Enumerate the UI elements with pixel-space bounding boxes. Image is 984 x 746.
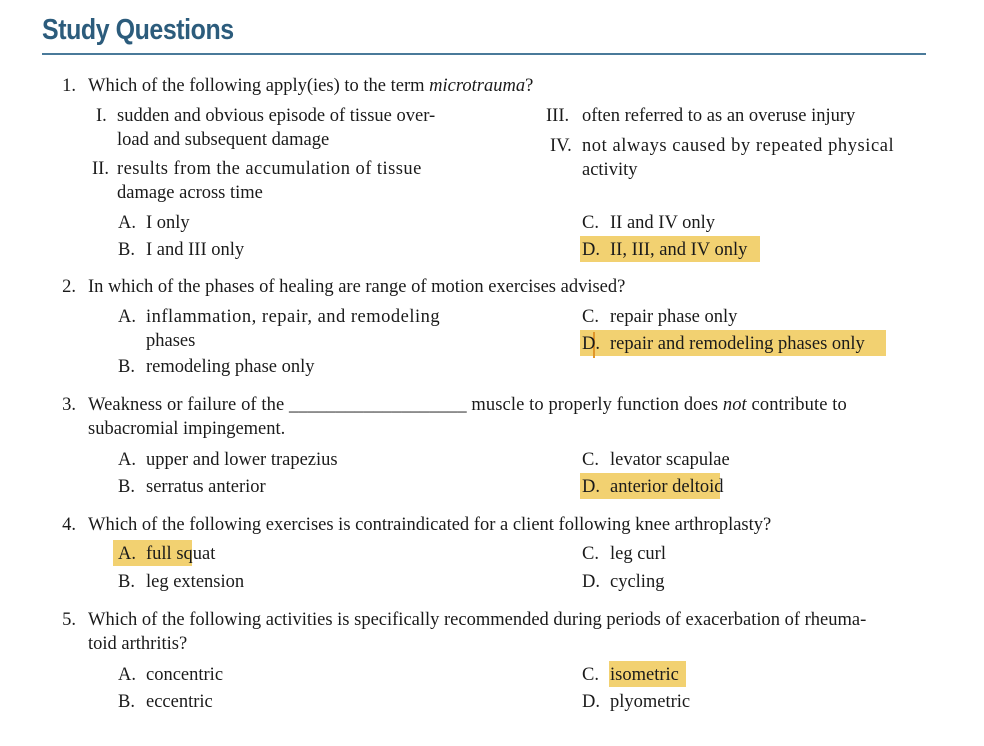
option-text: remodeling phase only — [146, 357, 315, 377]
option-text: levator scapulae — [610, 450, 730, 470]
option-text: repair and remodeling phases only — [610, 334, 865, 354]
option-letter: C. — [582, 307, 599, 327]
option-letter: C. — [582, 450, 599, 470]
item-numeral: IV. — [550, 136, 572, 156]
option-letter: C. — [582, 544, 599, 564]
question-number: 1. — [62, 76, 76, 96]
option-text: isometric — [610, 665, 679, 685]
question-number: 3. — [62, 395, 76, 415]
item-numeral: III. — [546, 106, 570, 126]
option-letter: D. — [582, 334, 600, 354]
question-stem: Weakness or failure of the ___________________ muscle to properly function does not contribute to — [88, 395, 847, 415]
option-text: concentric — [146, 665, 224, 685]
option-letter: D. — [582, 692, 600, 712]
item-numeral: II. — [92, 159, 109, 179]
option-letter: A. — [118, 213, 136, 233]
option-letter: D. — [582, 240, 600, 260]
option-text: upper and lower trapezius — [146, 450, 338, 470]
option-letter: A. — [118, 665, 136, 685]
option-text: serratus anterior — [146, 477, 266, 497]
option-text: II and IV only — [610, 213, 715, 233]
option-text: full squat — [146, 544, 216, 564]
option-letter: C. — [582, 213, 599, 233]
question-stem: Which of the following apply(ies) to the term microtrauma? — [88, 76, 534, 96]
question-stem: In which of the phases of healing are range of motion exercises advised? — [88, 277, 626, 297]
option-letter: A. — [118, 307, 136, 327]
item-text: load and subsequent damage — [117, 130, 330, 150]
item-numeral: I. — [96, 106, 107, 126]
option-letter: B. — [118, 477, 135, 497]
option-text: anterior deltoid — [610, 477, 724, 497]
option-text: I and III only — [146, 240, 245, 260]
option-letter: D. — [582, 572, 600, 592]
option-letter: B. — [118, 692, 135, 712]
option-letter: B. — [118, 240, 135, 260]
option-letter: C. — [582, 665, 599, 685]
question-stem: subacromial impingement. — [88, 419, 286, 439]
option-text: I only — [146, 213, 190, 233]
item-text: sudden and obvious episode of tissue over- — [117, 106, 436, 126]
option-text: leg curl — [610, 544, 666, 564]
item-text: often referred to as an overuse injury — [582, 106, 856, 126]
question-number: 4. — [62, 515, 76, 535]
option-text: repair phase only — [610, 307, 738, 327]
title-divider — [42, 53, 926, 55]
item-text: not always caused by repeated physical — [582, 136, 895, 156]
item-text: activity — [582, 160, 638, 180]
question-number: 5. — [62, 610, 76, 630]
option-text: inflammation, repair, and remodeling — [146, 307, 441, 327]
item-text: damage across time — [117, 183, 263, 203]
option-text: II, III, and IV only — [610, 240, 748, 260]
option-letter: A. — [118, 450, 136, 470]
question-stem: Which of the following exercises is contraindicated for a client following knee arthroplasty? — [88, 515, 772, 535]
question-stem: toid arthritis? — [88, 634, 188, 654]
question-number: 2. — [62, 277, 76, 297]
option-letter: D. — [582, 477, 600, 497]
question-stem: Which of the following activities is specifically recommended during periods of exacerbation of rheuma- — [88, 610, 867, 630]
item-text: results from the accumulation of tissue — [117, 159, 422, 179]
option-letter: B. — [118, 357, 135, 377]
page-title: Study Questions — [42, 14, 234, 46]
option-text: phases — [146, 331, 196, 351]
option-letter: A. — [118, 544, 136, 564]
option-letter: B. — [118, 572, 135, 592]
option-text: cycling — [610, 572, 665, 592]
option-text: plyometric — [610, 692, 691, 712]
option-text: eccentric — [146, 692, 213, 712]
option-text: leg extension — [146, 572, 245, 592]
